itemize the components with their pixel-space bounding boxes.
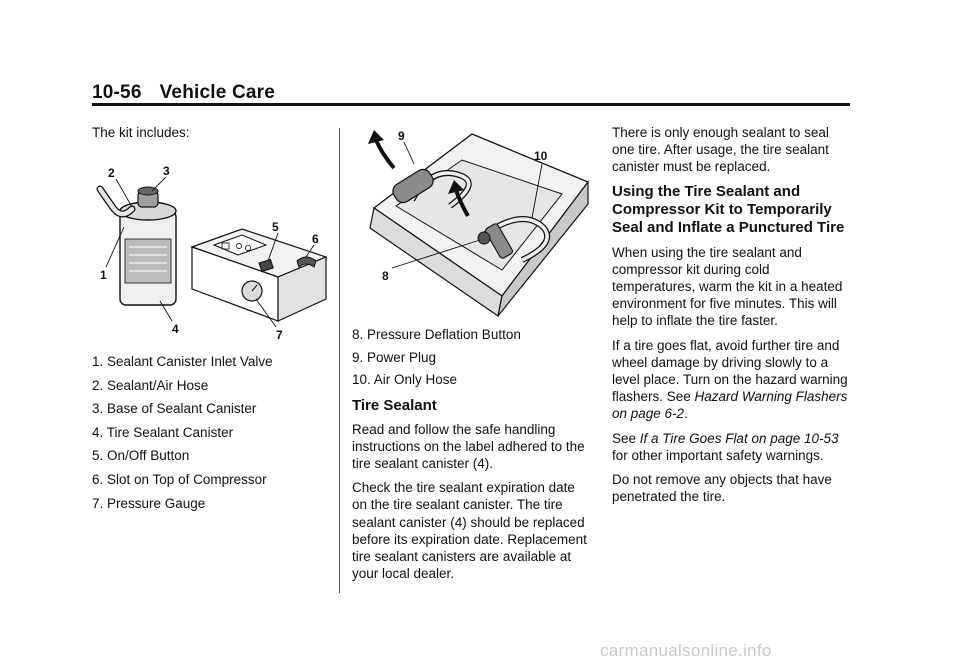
callout-line-3 [152, 177, 166, 191]
list-item: 9. Power Plug [352, 349, 437, 365]
paragraph: When using the tire sealant and compressor kit during cold temperatures, warm the kit in a heated environment for five minutes. This will help to inflate the tire faster. [612, 244, 843, 329]
list-item: 6. Slot on Top of Compressor [92, 471, 267, 487]
cross-reference-link[interactable]: If a Tire Goes Flat on page 10-53 [639, 430, 839, 446]
column-3 [612, 124, 852, 512]
list-item: 8. Pressure Deflation Button [352, 327, 521, 342]
callout-2: 2 [108, 166, 115, 180]
paragraph [612, 430, 852, 464]
paragraph-text: . [684, 406, 688, 422]
list-item: 7. Pressure Gauge [92, 495, 206, 511]
list-item: 10. Air Only Hose [352, 372, 458, 388]
list-item: 3. Base of Sealant Canister [92, 401, 257, 417]
section-title: Vehicle Care [159, 82, 276, 103]
list-item: 2. Sealant/Air Hose [92, 377, 209, 393]
paragraph: There is only enough sealant to seal one tire. After usage, the tire sealant canister must be replaced. [612, 125, 829, 175]
canister-label [125, 239, 171, 283]
callout-1: 1 [100, 268, 107, 282]
column-divider [339, 128, 340, 593]
paragraph-text: If a tire goes flat, avoid further tire and wheel damage by driving slowly to a level place. Turn on the hazard warning flashers. See [612, 337, 848, 405]
paragraph [612, 337, 852, 423]
callout-10: 10 [534, 149, 548, 163]
callout-4: 4 [172, 322, 179, 336]
callout-line-2 [116, 179, 132, 207]
callout-5: 5 [272, 220, 279, 234]
column-1 [92, 124, 328, 518]
header-rule [92, 103, 850, 106]
list-item: 4. Tire Sealant Canister [92, 424, 234, 440]
callout-9: 9 [398, 129, 405, 143]
pressure-deflation-button [478, 232, 490, 244]
paragraph: Read and follow the safe handling instructions on the label adhered to the tire sealant canister (4). [352, 421, 585, 472]
callout-8: 8 [382, 269, 389, 283]
watermark: carmanualsonline.info [600, 641, 772, 660]
figure-parts-list [352, 326, 592, 389]
paragraph: Do not remove any objects that have penetrated the tire. [612, 472, 832, 505]
tire-sealant-heading: Tire Sealant [352, 396, 437, 414]
kit-parts-list [92, 353, 328, 513]
lift-arrow-head [368, 130, 384, 144]
column-2 [352, 124, 592, 589]
page-header [92, 82, 275, 104]
paragraph-text: See [612, 430, 640, 446]
paragraph-text: for other important safety warnings. [612, 447, 824, 463]
page-number: 10-56 [92, 82, 142, 103]
kit-intro: The kit includes: [92, 125, 190, 140]
list-item: 5. On/Off Button [92, 448, 190, 464]
section-heading: Using the Tire Sealant and Compressor Kit to Temporarily Seal and Inflate a Punctured Tire [612, 182, 845, 236]
callout-7: 7 [276, 328, 283, 339]
kit-components-figure [92, 149, 328, 339]
callout-line-9 [404, 142, 414, 164]
cross-reference-link[interactable]: Hazard Warning Flashers on page 6-2 [612, 389, 848, 422]
lift-arrow-icon [376, 140, 394, 168]
callout-3: 3 [163, 164, 170, 178]
list-item: 1. Sealant Canister Inlet Valve [92, 354, 273, 369]
compressor-underside-figure [352, 120, 592, 320]
paragraph: Check the tire sealant expiration date on the tire sealant canister. The tire sealant canister (4) should be replaced before its expiration date. Replacement tire sealant canisters are available at your local dealer. [352, 480, 587, 582]
callout-6: 6 [312, 232, 319, 246]
